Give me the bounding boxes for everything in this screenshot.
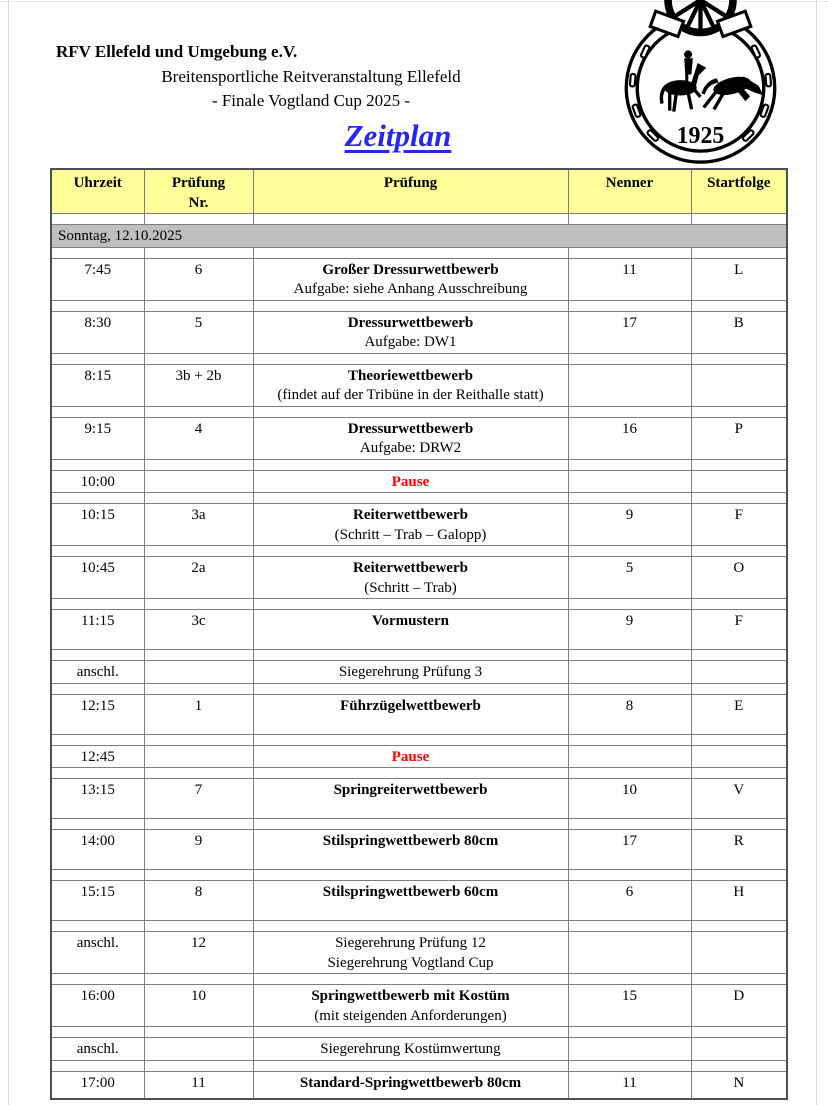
cell-nenner: 8 [568,694,691,734]
spacer-cell [144,650,253,661]
schedule-row [51,779,787,819]
spacer-cell [691,921,787,932]
cell-event [253,610,568,650]
cell-nenner [568,470,691,493]
spacer-row [51,921,787,932]
spacer-row [51,974,787,985]
spacer-cell [691,214,787,225]
event-title: Großer Dressurwettbewerb [322,261,499,278]
cell-pruefung-nr: 10 [144,985,253,1027]
schedule-row [51,610,787,650]
cell-pruefung-nr: 3c [144,610,253,650]
spacer-cell [144,247,253,258]
cell-nenner: 17 [568,311,691,353]
spacer-cell [253,768,568,779]
spacer-cell [144,214,253,225]
schedule-row [51,470,787,493]
date-row [51,225,787,248]
cell-time: 17:00 [51,1071,144,1099]
cell-startfolge: L [691,258,787,300]
schedule-row [51,881,787,921]
event-subtitle-2: - Finale Vogtland Cup 2025 - [211,91,411,111]
spacer-row [51,768,787,779]
horseshoe-logo-icon [598,0,803,168]
cell-pruefung-nr: 5 [144,311,253,353]
spacer-cell [253,650,568,661]
cell-nenner: 11 [568,258,691,300]
spacer-cell [253,353,568,364]
spacer-row [51,1027,787,1038]
spacer-cell [568,870,691,881]
cell-time: 10:45 [51,557,144,599]
spacer-cell [253,214,568,225]
spacer-cell [51,493,144,504]
cell-time: 9:15 [51,417,144,459]
spacer-cell [144,406,253,417]
spacer-cell [253,1027,568,1038]
spacer-row [51,214,787,225]
cell-time: anschl. [51,661,144,684]
cell-nenner: 10 [568,779,691,819]
column-header-pruefung-nr: Prüfung Nr. [144,169,253,214]
spacer-cell [51,734,144,745]
spacer-cell [253,493,568,504]
spacer-cell [568,247,691,258]
cell-pruefung-nr: 4 [144,417,253,459]
cell-event [253,470,568,493]
cell-event [253,694,568,734]
cell-pruefung-nr: 11 [144,1071,253,1099]
spacer-cell [691,1060,787,1071]
spacer-cell [691,459,787,470]
spacer-cell [51,768,144,779]
spacer-cell [691,650,787,661]
cell-time: 10:15 [51,504,144,546]
schedule-row [51,745,787,768]
spacer-row [51,1060,787,1071]
cell-time: anschl. [51,1038,144,1061]
spacer-cell [691,247,787,258]
event-title: Führzügelwettbewerb [340,697,481,714]
schedule-row [51,364,787,406]
spacer-cell [253,459,568,470]
spacer-row [51,493,787,504]
spacer-cell [691,493,787,504]
spacer-cell [568,214,691,225]
column-header-startfolge: Startfolge [691,169,787,214]
spacer-cell [253,300,568,311]
cell-startfolge: H [691,881,787,921]
schedule-row [51,830,787,870]
spacer-cell [51,1060,144,1071]
cell-startfolge: E [691,694,787,734]
cell-event [253,364,568,406]
cell-event [253,830,568,870]
cell-startfolge: V [691,779,787,819]
cell-startfolge [691,661,787,684]
cell-nenner: 9 [568,504,691,546]
event-subtitle: Siegerehrung Vogtland Cup [327,954,494,971]
schedule-row [51,1071,787,1099]
spacer-cell [691,683,787,694]
cell-event [253,985,568,1027]
cell-event [253,1071,568,1099]
spacer-cell [144,493,253,504]
cell-startfolge: D [691,985,787,1027]
spacer-cell [253,683,568,694]
spacer-cell [144,921,253,932]
spacer-row [51,819,787,830]
schedule-row [51,258,787,300]
date-cell: Sonntag, 12.10.2025 [51,225,787,248]
cell-startfolge: O [691,557,787,599]
cell-startfolge: R [691,830,787,870]
cell-nenner: 5 [568,557,691,599]
cell-nenner [568,364,691,406]
cell-pruefung-nr: 6 [144,258,253,300]
spacer-cell [253,599,568,610]
cell-nenner [568,932,691,974]
cell-time: 8:15 [51,364,144,406]
cell-event [253,1038,568,1061]
spacer-cell [568,734,691,745]
spacer-cell [568,650,691,661]
spacer-cell [568,768,691,779]
event-title: Theoriewettbewerb [348,367,473,384]
page-title: Zeitplan [344,118,452,153]
spacer-cell [144,353,253,364]
event-subtitle: (mit steigenden Anforderungen) [314,1007,507,1024]
spacer-cell [51,546,144,557]
schedule-row [51,932,787,974]
event-title: Reiterwettbewerb [353,507,468,523]
jumping-horse-icon [701,73,763,110]
spacer-cell [144,734,253,745]
spacer-cell [568,921,691,932]
spacer-cell [568,353,691,364]
spacer-row [51,599,787,610]
spacer-cell [253,734,568,745]
spacer-cell [691,406,787,417]
club-name: RFV Ellefeld und Umgebung e.V. [56,42,298,61]
spacer-cell [51,870,144,881]
cell-time: 8:30 [51,311,144,353]
cell-startfolge: F [691,610,787,650]
spacer-cell [691,768,787,779]
spacer-cell [253,247,568,258]
cell-event [253,258,568,300]
spacer-cell [51,1027,144,1038]
spacer-cell [253,546,568,557]
cell-event [253,504,568,546]
spacer-cell [691,546,787,557]
spacer-cell [144,300,253,311]
cell-startfolge [691,364,787,406]
cell-startfolge: N [691,1071,787,1099]
cell-pruefung-nr [144,745,253,768]
spacer-cell [253,921,568,932]
cell-nenner: 11 [568,1071,691,1099]
cell-time: 14:00 [51,830,144,870]
event-title: Stilspringwettbewerb 60cm [322,884,499,900]
spacer-row [51,406,787,417]
spacer-cell [51,353,144,364]
spacer-cell [51,921,144,932]
logo-year: 1925 [676,123,725,150]
event-subtitle-1: Breitensportliche Reitveranstaltung Ellefeld [161,66,461,86]
spacer-cell [691,819,787,830]
cell-event [253,311,568,353]
cell-time: 12:45 [51,745,144,768]
spacer-cell [253,870,568,881]
spacer-cell [568,300,691,311]
page-edge-left [8,0,9,1105]
spacer-cell [691,300,787,311]
event-subtitle: (Schritt – Trab – Galopp) [334,526,487,543]
schedule-row [51,311,787,353]
spacer-cell [568,599,691,610]
spacer-cell [691,1027,787,1038]
spacer-cell [144,974,253,985]
spacer-cell [144,599,253,610]
spacer-row [51,650,787,661]
spacer-row [51,683,787,694]
spacer-cell [568,683,691,694]
schedule-row [51,557,787,599]
spacer-cell [253,819,568,830]
spacer-cell [51,214,144,225]
event-title: Siegerehrung Kostümwertung [320,1041,501,1057]
cell-event [253,745,568,768]
spacer-cell [568,546,691,557]
spacer-cell [51,300,144,311]
event-title: Siegerehrung Prüfung 12 [335,935,486,951]
cell-event [253,932,568,974]
spacer-row [51,870,787,881]
event-title: Siegerehrung Prüfung 3 [338,664,483,680]
cell-nenner: 16 [568,417,691,459]
schedule-row [51,661,787,684]
cell-pruefung-nr: 3b + 2b [144,364,253,406]
event-subtitle: (findet auf der Tribüne in der Reithalle statt) [277,387,544,403]
event-title: Standard-Springwettbewerb 80cm [299,1074,522,1091]
cell-pruefung-nr [144,1038,253,1061]
spacer-cell [253,406,568,417]
event-title: Stilspringwettbewerb 80cm [322,833,499,849]
cell-time: 12:15 [51,694,144,734]
event-title: Vormustern [372,613,449,629]
cell-startfolge [691,1038,787,1061]
spacer-cell [568,459,691,470]
cell-event [253,417,568,459]
spacer-cell [144,459,253,470]
cell-pruefung-nr: 9 [144,830,253,870]
schedule-row [51,1038,787,1061]
event-title: Springwettbewerb mit Kostüm [311,988,510,1004]
cell-nenner [568,745,691,768]
event-title: Springreiterwettbewerb [333,782,488,798]
schedule-row [51,694,787,734]
cell-event [253,661,568,684]
spacer-row [51,546,787,557]
cell-pruefung-nr: 8 [144,881,253,921]
spacer-cell [568,1027,691,1038]
cell-startfolge: B [691,311,787,353]
event-title: Pause [391,748,430,765]
cell-startfolge [691,932,787,974]
event-title: Dressurwettbewerb [347,314,474,331]
cell-nenner: 15 [568,985,691,1027]
cell-event [253,557,568,599]
spacer-cell [51,974,144,985]
cell-time: 16:00 [51,985,144,1027]
column-header-nenner: Nenner [568,169,691,214]
spacer-row [51,459,787,470]
cell-time: 11:15 [51,610,144,650]
club-logo [598,0,803,168]
page-edge-right [816,0,817,1105]
event-title: Pause [391,473,430,490]
table-header-row [51,169,787,214]
cell-time: anschl. [51,932,144,974]
event-subtitle: Aufgabe: siehe Anhang Ausschreibung [293,281,528,297]
schedule-row [51,504,787,546]
cell-pruefung-nr: 3a [144,504,253,546]
spacer-cell [691,974,787,985]
spacer-cell [51,650,144,661]
cell-pruefung-nr: 7 [144,779,253,819]
spacer-cell [568,493,691,504]
spacer-cell [51,459,144,470]
spacer-cell [691,734,787,745]
spacer-cell [568,819,691,830]
cell-startfolge [691,470,787,493]
spacer-cell [144,819,253,830]
spacer-cell [51,819,144,830]
spacer-cell [51,599,144,610]
column-header-pruefung: Prüfung [253,169,568,214]
cell-time: 13:15 [51,779,144,819]
event-subtitle: (Schritt – Trab) [364,579,457,596]
dressage-horse-icon [660,50,707,111]
spacer-cell [144,1027,253,1038]
spacer-row [51,300,787,311]
spacer-cell [144,768,253,779]
event-title: Reiterwettbewerb [353,560,468,576]
cell-time: 15:15 [51,881,144,921]
spacer-row [51,353,787,364]
schedule-table [50,168,788,1100]
cell-nenner [568,1038,691,1061]
spacer-cell [253,974,568,985]
spacer-cell [253,1060,568,1071]
spacer-cell [51,406,144,417]
spacer-cell [568,406,691,417]
spacer-cell [691,599,787,610]
spacer-cell [144,683,253,694]
cell-nenner: 6 [568,881,691,921]
event-subtitle: Aufgabe: DW1 [364,334,457,350]
cell-pruefung-nr: 12 [144,932,253,974]
spacer-cell [144,870,253,881]
cell-startfolge: P [691,417,787,459]
column-header-uhrzeit: Uhrzeit [51,169,144,214]
schedule-row [51,985,787,1027]
spacer-cell [144,546,253,557]
cell-pruefung-nr [144,470,253,493]
spacer-cell [144,1060,253,1071]
spacer-cell [51,247,144,258]
spacer-cell [568,1060,691,1071]
cell-time: 7:45 [51,258,144,300]
cell-pruefung-nr: 2a [144,557,253,599]
cell-nenner: 9 [568,610,691,650]
cell-event [253,881,568,921]
event-title: Dressurwettbewerb [347,420,474,437]
document-header [50,40,572,114]
event-subtitle: Aufgabe: DRW2 [359,440,462,456]
cell-nenner: 17 [568,830,691,870]
cell-nenner [568,661,691,684]
spacer-row [51,247,787,258]
spacer-cell [691,870,787,881]
cell-event [253,779,568,819]
spacer-cell [51,683,144,694]
cell-time: 10:00 [51,470,144,493]
cell-startfolge: F [691,504,787,546]
schedule-row [51,417,787,459]
spacer-row [51,734,787,745]
cell-pruefung-nr: 1 [144,694,253,734]
cell-pruefung-nr [144,661,253,684]
cell-startfolge [691,745,787,768]
spacer-cell [691,353,787,364]
spacer-cell [568,974,691,985]
